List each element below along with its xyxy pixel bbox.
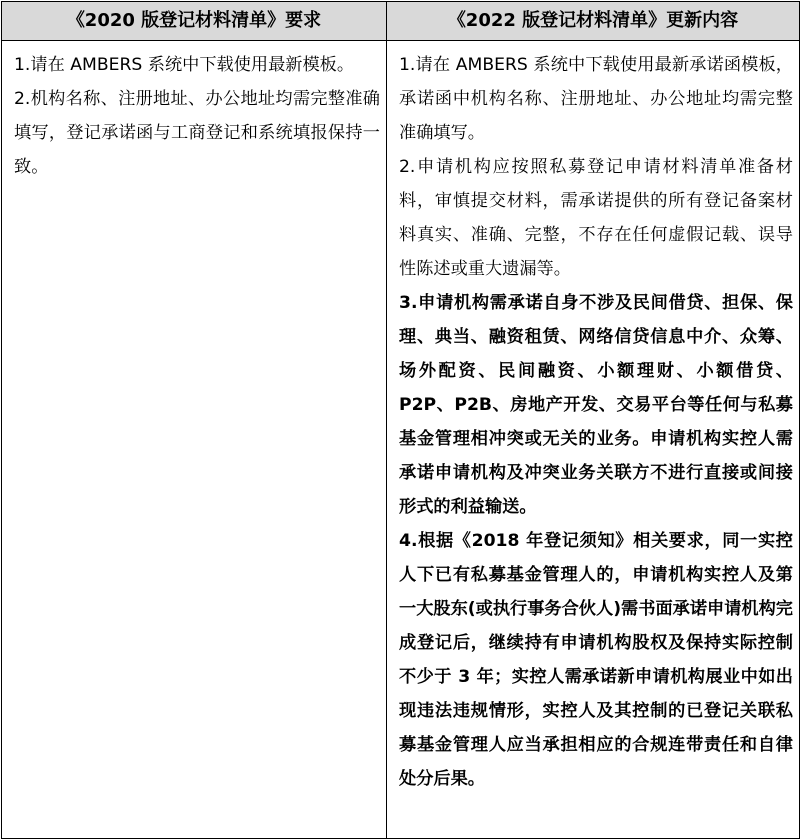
list-item-bold: 4.根据《2018 年登记须知》相关要求，同一实控人下已有私募基金管理人的，申请机构实控人及第一大股东(或执行事务合伙人)需书面承诺申请机构完成登记后，继续持有申请机构股权及保持实际控制不少于 3 年；实控人需承诺新申请机构展业中如出现违法违规情形，实控人及其控制的已登记关联私募基金管理人应当承担相应的合规连带责任和自律处分后果。 xyxy=(399,531,793,789)
list-item: 2.机构名称、注册地址、办公地址均需完整准确填写，登记承诺函与工商登记和系统填报保持一致。 xyxy=(14,89,380,177)
header-row xyxy=(2,2,800,41)
header-2022-updates: 《2022 版登记材料清单》更新内容 xyxy=(387,2,800,41)
list-item: 2.申请机构应按照私募登记申请材料清单准备材料，审慎提交材料，需承诺提供的所有登记备案材料真实、准确、完整，不存在任何虚假记载、误导性陈述或重大遗漏等。 xyxy=(399,157,793,279)
content-row xyxy=(2,41,800,839)
list-item-bold: 3.申请机构需承诺自身不涉及民间借贷、担保、保理、典当、融资租赁、网络信贷信息中介、众筹、场外配资、民间融资、小额理财、小额借贷、P2P、P2B、房地产开发、交易平台等任何与私募基金管理相冲突或无关的业务。申请机构实控人需承诺申请机构及冲突业务关联方不进行直接或间接形式的利益输送。 xyxy=(399,293,793,517)
comparison-table xyxy=(1,1,800,839)
cell-2022-updates xyxy=(387,41,800,839)
header-2020-requirements: 《2020 版登记材料清单》要求 xyxy=(2,2,387,41)
list-item: 1.请在 AMBERS 系统中下载使用最新模板。 xyxy=(14,55,355,75)
cell-2020-requirements xyxy=(2,41,387,839)
list-item: 1.请在 AMBERS 系统中下载使用最新承诺函模板，承诺函中机构名称、注册地址、办公地址均需完整准确填写。 xyxy=(399,55,793,143)
